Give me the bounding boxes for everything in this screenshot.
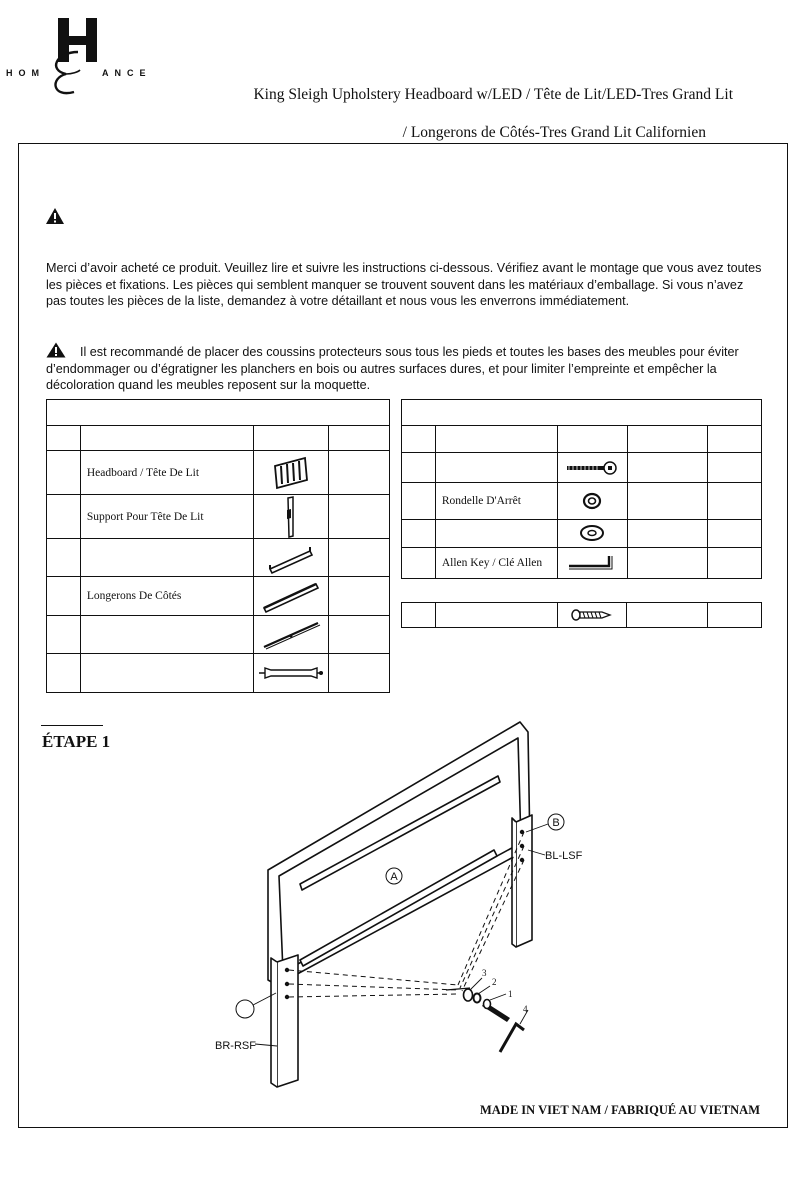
hardware-label-allen-key: Allen Key / Clé Allen <box>435 547 557 578</box>
bracket-part-icon <box>266 541 316 575</box>
homelegance-logo <box>4 12 156 98</box>
label-b: B <box>552 817 560 829</box>
table-row <box>402 519 762 547</box>
support-leg-left <box>277 955 298 1087</box>
part-label-row-3 <box>80 539 253 576</box>
support-leg-part-icon <box>257 662 325 684</box>
svg-text:ANCE: ANCE <box>102 68 152 78</box>
screw-icon <box>570 608 614 622</box>
screw-table <box>401 602 762 628</box>
label-bl-lsf: BL-LSF <box>545 850 583 862</box>
table-row <box>402 603 762 628</box>
label-number-1: 1 <box>508 989 513 999</box>
table-row <box>47 615 390 653</box>
table-row <box>47 539 390 576</box>
lock-washer-icon <box>580 491 604 511</box>
label-br-rsf: BR-RSF <box>215 1040 256 1052</box>
assembly-diagram <box>200 715 600 1095</box>
hardware-label-flat-washer <box>435 519 557 547</box>
allen-key-icon <box>565 552 619 574</box>
diagram-lock-washer <box>474 994 481 1003</box>
headboard-support-part-icon <box>281 496 301 538</box>
headboard-part-icon <box>271 456 311 490</box>
label-number-4: 4 <box>523 1004 528 1014</box>
side-rail-part-icon <box>261 578 321 614</box>
part-label-headboard: Headboard / Tête De Lit <box>80 451 253 495</box>
caution-triangle-icon <box>46 342 66 358</box>
blank-callout-circle <box>236 1000 254 1018</box>
table-row <box>47 653 390 692</box>
table-row <box>47 576 390 615</box>
label-number-2: 2 <box>492 977 497 987</box>
parts-table-title-row <box>47 400 390 426</box>
hardware-table-title-row <box>402 400 762 426</box>
document-title-line-2: / Longerons de Côtés-Tres Grand Lit Californien <box>402 124 706 141</box>
table-row <box>402 453 762 483</box>
diagram-flat-washer <box>464 989 473 1001</box>
step-title-rule <box>41 725 103 726</box>
parts-table <box>46 399 390 693</box>
made-in-footer: MADE IN VIET NAM / FABRIQUÉ AU VIETNAM <box>479 1103 760 1117</box>
hardware-table-header-row <box>402 426 762 453</box>
step-title: ÉTAPE 1 <box>42 732 111 751</box>
flat-washer-icon <box>577 523 607 543</box>
part-label-row-6 <box>80 653 253 692</box>
caution-paragraph <box>46 342 766 394</box>
intro-paragraph: Merci d’avoir acheté ce produit. Veuillez lire et suivre les instructions ci-dessous. Vérifiez avant le montage que vous avez toutes les pièces et fixations. Les pièces qui semblent manquer se trouvent souvent dans les matériaux d’emballage. Si vous n’avez pas toutes les pièces de la liste, demandez à votre détaillant et nous vous les enverrons immédiatement. <box>46 261 762 308</box>
part-label-side-rails: Longerons De Côtés <box>80 576 253 615</box>
hardware-label-lock-washer: Rondelle D'Arrêt <box>435 483 557 519</box>
slat-part-icon <box>261 617 321 651</box>
label-number-3: 3 <box>482 968 487 978</box>
parts-table-header-row <box>47 426 390 451</box>
hardware-table <box>401 399 762 579</box>
hardware-label-bolt <box>435 453 557 483</box>
support-leg-right <box>516 815 532 947</box>
bolt-icon <box>565 460 619 476</box>
document-title-line-1: King Sleigh Upholstery Headboard w/LED / Tête de Lit/LED-Tres Grand Lit <box>253 86 733 103</box>
label-a: A <box>390 871 398 883</box>
table-row <box>402 483 762 519</box>
table-row <box>47 451 390 495</box>
part-label-headboard-support: Support Pour Tête De Lit <box>80 495 253 539</box>
diagram-allen-key <box>500 1024 524 1052</box>
warning-triangle-icon <box>45 207 65 225</box>
hardware-label-screw <box>435 603 557 628</box>
table-row <box>47 495 390 539</box>
caution-text: Il est recommandé de placer des coussins protecteurs sous tous les pieds et toutes les bases des meubles pour éviter d’endommager ou d’égratigner les planchers en bois ou autres surfaces dures, et pour limiter l’empreinte et empêcher la décoloration quand les meubles reposent sur la moquette. <box>46 345 739 392</box>
table-row <box>402 547 762 578</box>
part-label-row-5 <box>80 615 253 653</box>
svg-text:HOM: HOM <box>6 68 45 78</box>
